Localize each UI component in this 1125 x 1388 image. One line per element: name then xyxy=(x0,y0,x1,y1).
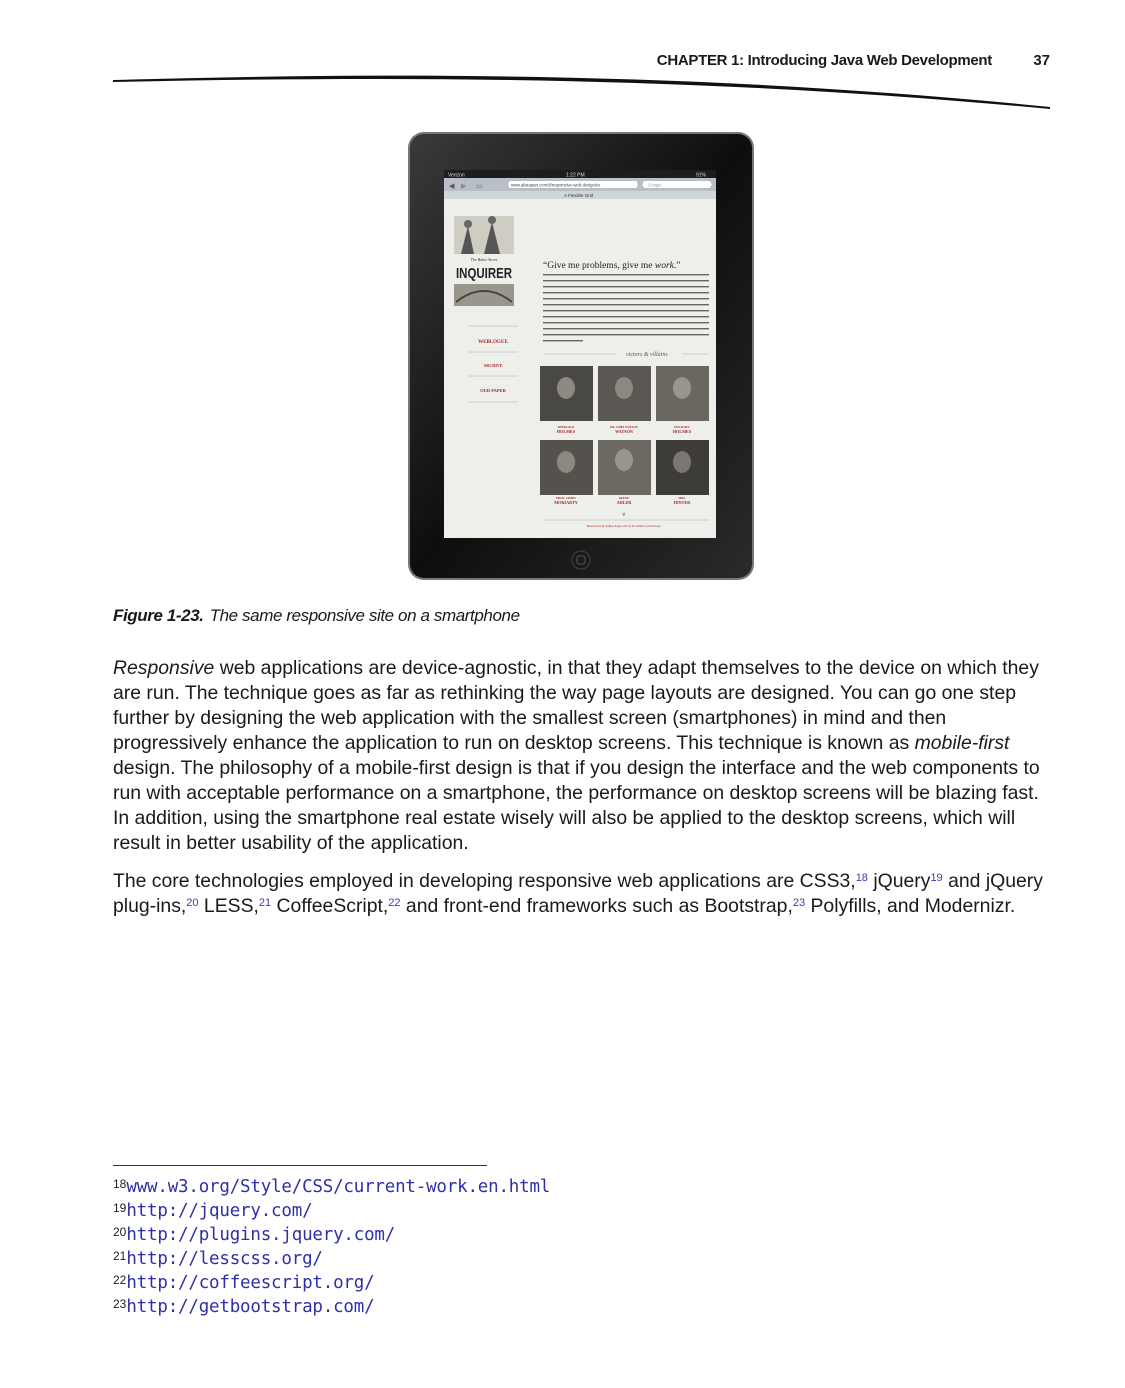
nav-item-archive: ARCHIVE xyxy=(483,363,503,368)
footnote-link[interactable]: www.w3.org/Style/CSS/current-work.en.html xyxy=(126,1177,551,1197)
footnote-ref-20[interactable]: 20 xyxy=(186,897,199,909)
footnote-link[interactable]: http://getbootstrap.com/ xyxy=(126,1297,375,1317)
footnote-21: $^{21}$http://lesscss.org/ xyxy=(113,1249,323,1269)
tablet-figure xyxy=(406,130,756,588)
figure-caption xyxy=(113,606,520,626)
footnote-ref-22[interactable]: 22 xyxy=(388,897,401,909)
svg-text:SHERLOCK: SHERLOCK xyxy=(557,425,575,429)
svg-text:MRS.: MRS. xyxy=(678,496,686,500)
footnote-link[interactable]: http://plugins.jquery.com/ xyxy=(126,1225,396,1245)
footnote-ref-23[interactable]: 23 xyxy=(792,897,806,909)
home-button xyxy=(572,551,590,569)
svg-text:IRENE: IRENE xyxy=(619,496,629,500)
footnote-22: $^{22}$http://coffeescript.org/ xyxy=(113,1273,375,1293)
footnote-ref-19[interactable]: 19 xyxy=(930,872,943,884)
ornament-icon: ❦ xyxy=(621,512,627,518)
footnote-18: $^{18}$www.w3.org/Style/CSS/current-work.en.html xyxy=(113,1177,551,1197)
svg-text:ADLER: ADLER xyxy=(616,500,632,505)
footnote-ref-21[interactable]: 21 xyxy=(258,897,272,909)
masthead-engraving xyxy=(454,284,514,306)
running-header xyxy=(600,52,1050,72)
footnote-link[interactable]: http://coffeescript.org/ xyxy=(126,1273,375,1293)
bookmarks-icon: ▭ xyxy=(476,183,483,190)
nav-item-our-paper: OUR PAPER xyxy=(480,388,506,393)
article-headline: “Give me problems, give me work.” xyxy=(543,261,681,271)
tab-title: A Flexible Grid xyxy=(564,193,594,198)
body-text xyxy=(113,656,1045,932)
screen-footer: Illustrations by Sidney Paget, text by Sir Arthur Conan Doyle. xyxy=(586,524,662,528)
svg-text:HINTER: HINTER xyxy=(673,500,691,505)
figure-caption-text: The same responsive site on a smartphone xyxy=(209,606,520,625)
footnote-link[interactable]: http://lesscss.org/ xyxy=(126,1249,323,1269)
svg-text:MYCROFT: MYCROFT xyxy=(674,425,690,429)
masthead-title: INQUIRER xyxy=(456,265,513,282)
forward-icon: ▶ xyxy=(461,183,467,190)
svg-text:MORIARTY: MORIARTY xyxy=(554,500,578,505)
search-placeholder: Google xyxy=(648,182,662,188)
footnote-23: $^{23}$http://getbootstrap.com/ xyxy=(113,1297,375,1317)
footnote-link[interactable]: http://jquery.com/ xyxy=(126,1201,313,1221)
running-title: CHAPTER 1: Introducing Java Web Development xyxy=(656,52,992,69)
svg-text:DR. JOHN WATSON: DR. JOHN WATSON xyxy=(610,425,638,429)
section-title: victors & villains xyxy=(626,352,668,358)
svg-text:HOLMES: HOLMES xyxy=(672,429,692,434)
page-number: 37 xyxy=(1033,52,1050,69)
footnote-ref-18[interactable]: 18 xyxy=(855,872,868,884)
back-icon: ◀ xyxy=(449,183,455,190)
footnote-19: $^{19}$http://jquery.com/ xyxy=(113,1201,313,1221)
footnote-20: $^{20}$http://plugins.jquery.com/ xyxy=(113,1225,396,1245)
masthead-small: The Baker Street xyxy=(470,257,498,262)
footnotes xyxy=(113,1176,550,1320)
svg-text:PROF. JAMES: PROF. JAMES xyxy=(556,496,576,500)
paragraph-1: Responsive web applications are device-agnostic, in that they adapt themselves to the device on which they are run. The technique goes as far as rethinking the way page layouts are designed. You can go one step further by designing the web application with the smallest screen (smartphones) in mind and then progressively enhance the application to run on desktop screens. This technique is known as mobile-first design. The philosophy of a mobile-first design is that if you design the interface and the web components to run with acceptable performance on a smartphone, the performance on desktop screens will be blazing fast. In addition, using the smartphone real estate wisely will also be applied to the desktop screens, which will result in better usability of the application. xyxy=(113,657,1040,854)
nav-item-weblogue: WEBLOGUE xyxy=(478,340,508,345)
svg-text:WATSON: WATSON xyxy=(615,429,633,434)
svg-text:HOLMES: HOLMES xyxy=(556,429,576,434)
status-time: 1:22 PM xyxy=(566,172,585,179)
status-carrier: Verizon xyxy=(448,172,465,179)
header-swoosh-rule xyxy=(0,70,1125,120)
figure-label: Figure 1-23. xyxy=(113,606,204,625)
status-battery: 91% xyxy=(696,172,707,179)
paragraph-2: The core technologies employed in developing responsive web applications are CSS3,18 jQuery$^{19}$ and jQuery plug-ins,$^{20}$ LESS,$^{21}$ CoffeeScript,$^{22}$ and front-end frameworks such as Bootstrap,$^{23}$ Polyfills, and Modernizr. xyxy=(113,870,1043,917)
url-text: www.alistapart.com/d/responsive-web-design/ex xyxy=(511,182,601,188)
footnote-rule xyxy=(113,1165,487,1166)
